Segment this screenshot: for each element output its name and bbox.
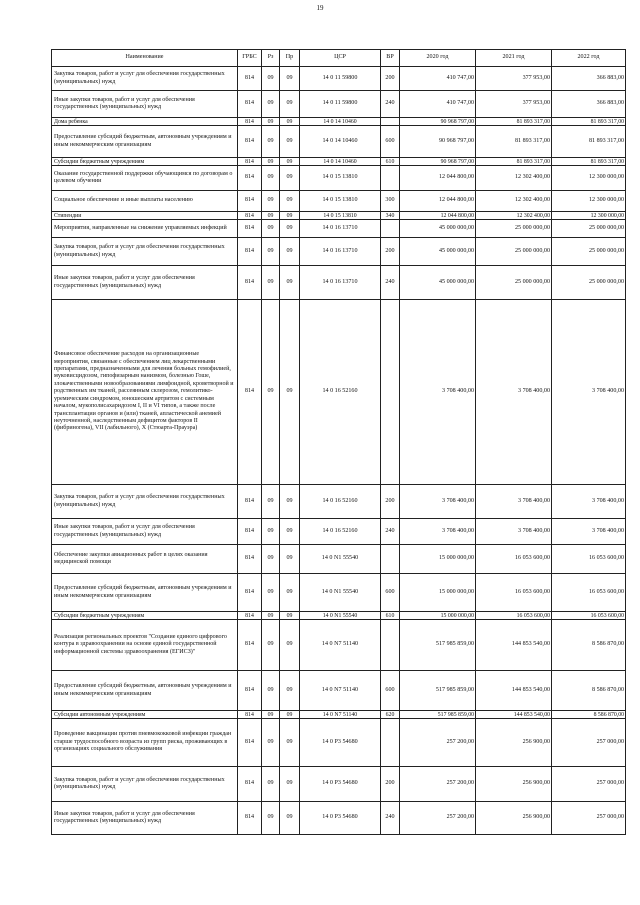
table-row bbox=[52, 91, 626, 118]
row-pr: 09 bbox=[280, 620, 300, 671]
row-rz: 09 bbox=[262, 802, 280, 835]
table-row bbox=[52, 545, 626, 574]
row-amount-2022: 8 586 870,00 bbox=[552, 671, 626, 711]
row-rz: 09 bbox=[262, 545, 280, 574]
column-header: ВР bbox=[381, 50, 400, 67]
row-amount-2021: 377 953,00 bbox=[476, 91, 552, 118]
row-grbs: 814 bbox=[238, 719, 262, 767]
row-vr bbox=[381, 166, 400, 191]
row-csr: 14 0 16 13710 bbox=[300, 266, 381, 300]
row-csr: 14 0 P3 54680 bbox=[300, 767, 381, 802]
row-pr: 09 bbox=[280, 238, 300, 266]
table-row bbox=[52, 802, 626, 835]
row-amount-2020: 12 044 800,00 bbox=[400, 212, 476, 220]
row-amount-2021: 3 708 400,00 bbox=[476, 485, 552, 519]
table-row bbox=[52, 118, 626, 126]
row-grbs: 814 bbox=[238, 67, 262, 91]
row-name: Закупка товаров, работ и услуг для обеспечения государственных (муниципальных) нужд bbox=[52, 238, 238, 266]
table-row bbox=[52, 671, 626, 711]
row-vr: 200 bbox=[381, 767, 400, 802]
row-csr: 14 0 14 10460 bbox=[300, 126, 381, 158]
row-name: Иные закупки товаров, работ и услуг для обеспечения государственных (муниципальных) нужд bbox=[52, 91, 238, 118]
row-amount-2020: 3 708 400,00 bbox=[400, 485, 476, 519]
row-grbs: 814 bbox=[238, 574, 262, 612]
row-vr: 200 bbox=[381, 485, 400, 519]
row-vr: 620 bbox=[381, 711, 400, 719]
row-csr: 14 0 N1 55540 bbox=[300, 574, 381, 612]
row-amount-2021: 144 853 540,00 bbox=[476, 620, 552, 671]
row-rz: 09 bbox=[262, 485, 280, 519]
row-vr: 240 bbox=[381, 91, 400, 118]
row-vr: 610 bbox=[381, 158, 400, 166]
table-header-row bbox=[52, 50, 626, 67]
row-grbs: 814 bbox=[238, 620, 262, 671]
row-rz: 09 bbox=[262, 519, 280, 545]
row-pr: 09 bbox=[280, 612, 300, 620]
row-grbs: 814 bbox=[238, 612, 262, 620]
row-rz: 09 bbox=[262, 91, 280, 118]
row-amount-2021: 25 000 000,00 bbox=[476, 220, 552, 238]
row-name: Закупка товаров, работ и услуг для обеспечения государственных (муниципальных) нужд bbox=[52, 767, 238, 802]
row-csr: 14 0 11 59800 bbox=[300, 91, 381, 118]
row-amount-2020: 12 044 800,00 bbox=[400, 166, 476, 191]
row-grbs: 814 bbox=[238, 266, 262, 300]
row-vr: 240 bbox=[381, 519, 400, 545]
row-amount-2020: 257 200,00 bbox=[400, 802, 476, 835]
row-name: Стипендии bbox=[52, 212, 238, 220]
row-name: Оказание государственной поддержки обучающимся по договорам о целевом обучении bbox=[52, 166, 238, 191]
row-csr: 14 0 16 52160 bbox=[300, 300, 381, 485]
row-amount-2022: 81 893 317,00 bbox=[552, 158, 626, 166]
table-row bbox=[52, 719, 626, 767]
row-rz: 09 bbox=[262, 118, 280, 126]
row-rz: 09 bbox=[262, 767, 280, 802]
row-amount-2021: 12 302 400,00 bbox=[476, 166, 552, 191]
table-row bbox=[52, 238, 626, 266]
row-pr: 09 bbox=[280, 158, 300, 166]
row-grbs: 814 bbox=[238, 300, 262, 485]
row-amount-2020: 15 000 000,00 bbox=[400, 545, 476, 574]
row-grbs: 814 bbox=[238, 238, 262, 266]
row-name: Предоставление субсидий бюджетным, автономным учреждениям и иным некоммерческим организациям bbox=[52, 574, 238, 612]
row-name: Субсидии бюджетным учреждениям bbox=[52, 612, 238, 620]
row-amount-2021: 377 953,00 bbox=[476, 67, 552, 91]
column-header: ЦСР bbox=[300, 50, 381, 67]
row-csr: 14 0 16 52160 bbox=[300, 519, 381, 545]
row-amount-2020: 15 000 000,00 bbox=[400, 574, 476, 612]
row-amount-2021: 16 053 600,00 bbox=[476, 545, 552, 574]
row-pr: 09 bbox=[280, 545, 300, 574]
row-amount-2021: 12 302 400,00 bbox=[476, 212, 552, 220]
row-grbs: 814 bbox=[238, 91, 262, 118]
row-grbs: 814 bbox=[238, 802, 262, 835]
row-amount-2022: 3 708 400,00 bbox=[552, 485, 626, 519]
row-pr: 09 bbox=[280, 67, 300, 91]
row-amount-2022: 12 300 000,00 bbox=[552, 166, 626, 191]
row-vr: 240 bbox=[381, 802, 400, 835]
table-row bbox=[52, 158, 626, 166]
row-csr: 14 0 P3 54680 bbox=[300, 802, 381, 835]
row-amount-2021: 3 708 400,00 bbox=[476, 519, 552, 545]
row-grbs: 814 bbox=[238, 158, 262, 166]
table-body bbox=[52, 67, 626, 835]
row-amount-2021: 256 900,00 bbox=[476, 767, 552, 802]
row-rz: 09 bbox=[262, 166, 280, 191]
row-vr bbox=[381, 545, 400, 574]
row-amount-2021: 81 893 317,00 bbox=[476, 118, 552, 126]
row-csr: 14 0 15 13810 bbox=[300, 191, 381, 212]
row-name: Мероприятия, направленные на снижение управляемых инфекций bbox=[52, 220, 238, 238]
row-amount-2022: 12 300 000,00 bbox=[552, 212, 626, 220]
column-header: Рз bbox=[262, 50, 280, 67]
row-csr: 14 0 N7 51140 bbox=[300, 671, 381, 711]
row-name: Закупка товаров, работ и услуг для обеспечения государственных (муниципальных) нужд bbox=[52, 485, 238, 519]
row-rz: 09 bbox=[262, 158, 280, 166]
row-rz: 09 bbox=[262, 238, 280, 266]
row-vr bbox=[381, 118, 400, 126]
table-row bbox=[52, 126, 626, 158]
table-row bbox=[52, 485, 626, 519]
column-header: 2022 год bbox=[552, 50, 626, 67]
row-amount-2020: 90 968 797,00 bbox=[400, 118, 476, 126]
row-vr: 600 bbox=[381, 671, 400, 711]
row-name: Реализация региональных проектов "Создание единого цифрового контура в здравоохранении на основе единой государственной информационной системы здравоохранения (ЕГИСЗ)" bbox=[52, 620, 238, 671]
row-csr: 14 0 N1 55540 bbox=[300, 545, 381, 574]
row-vr: 610 bbox=[381, 612, 400, 620]
row-amount-2022: 8 586 870,00 bbox=[552, 620, 626, 671]
row-amount-2021: 3 708 400,00 bbox=[476, 300, 552, 485]
table-row bbox=[52, 300, 626, 485]
row-grbs: 814 bbox=[238, 126, 262, 158]
row-grbs: 814 bbox=[238, 711, 262, 719]
row-pr: 09 bbox=[280, 300, 300, 485]
column-header: Пр bbox=[280, 50, 300, 67]
row-name: Закупка товаров, работ и услуг для обеспечения государственных (муниципальных) нужд bbox=[52, 67, 238, 91]
row-rz: 09 bbox=[262, 191, 280, 212]
row-amount-2020: 45 000 000,00 bbox=[400, 266, 476, 300]
row-name: Социальное обеспечение и иные выплаты населению bbox=[52, 191, 238, 212]
row-amount-2022: 12 300 000,00 bbox=[552, 191, 626, 212]
row-vr: 240 bbox=[381, 266, 400, 300]
page-number: 19 bbox=[316, 4, 324, 12]
row-amount-2021: 144 853 540,00 bbox=[476, 671, 552, 711]
row-pr: 09 bbox=[280, 191, 300, 212]
row-amount-2020: 45 000 000,00 bbox=[400, 220, 476, 238]
row-pr: 09 bbox=[280, 519, 300, 545]
row-amount-2021: 81 893 317,00 bbox=[476, 158, 552, 166]
table-row bbox=[52, 220, 626, 238]
row-pr: 09 bbox=[280, 91, 300, 118]
table-row bbox=[52, 711, 626, 719]
row-vr bbox=[381, 300, 400, 485]
row-rz: 09 bbox=[262, 671, 280, 711]
row-name: Дома ребенка bbox=[52, 118, 238, 126]
row-amount-2022: 25 000 000,00 bbox=[552, 220, 626, 238]
row-amount-2022: 8 586 870,00 bbox=[552, 711, 626, 719]
table-row bbox=[52, 166, 626, 191]
budget-table bbox=[51, 49, 626, 835]
row-csr: 14 0 16 52160 bbox=[300, 485, 381, 519]
row-amount-2021: 16 053 600,00 bbox=[476, 612, 552, 620]
row-pr: 09 bbox=[280, 574, 300, 612]
row-amount-2020: 3 708 400,00 bbox=[400, 519, 476, 545]
row-rz: 09 bbox=[262, 620, 280, 671]
row-name: Предоставление субсидий бюджетным, автономным учреждениям и иным некоммерческим организациям bbox=[52, 671, 238, 711]
row-amount-2022: 257 000,00 bbox=[552, 767, 626, 802]
row-amount-2022: 81 893 317,00 bbox=[552, 118, 626, 126]
row-vr bbox=[381, 220, 400, 238]
table-row bbox=[52, 191, 626, 212]
row-rz: 09 bbox=[262, 612, 280, 620]
column-header: ГРБС bbox=[238, 50, 262, 67]
row-pr: 09 bbox=[280, 118, 300, 126]
row-pr: 09 bbox=[280, 802, 300, 835]
row-grbs: 814 bbox=[238, 485, 262, 519]
row-pr: 09 bbox=[280, 166, 300, 191]
row-pr: 09 bbox=[280, 266, 300, 300]
row-amount-2022: 257 000,00 bbox=[552, 802, 626, 835]
row-rz: 09 bbox=[262, 126, 280, 158]
row-grbs: 814 bbox=[238, 767, 262, 802]
row-amount-2022: 25 000 000,00 bbox=[552, 238, 626, 266]
row-vr bbox=[381, 620, 400, 671]
row-csr: 14 0 N7 51140 bbox=[300, 620, 381, 671]
row-pr: 09 bbox=[280, 220, 300, 238]
row-amount-2021: 81 893 317,00 bbox=[476, 126, 552, 158]
row-amount-2022: 16 053 600,00 bbox=[552, 545, 626, 574]
row-rz: 09 bbox=[262, 711, 280, 719]
row-csr: 14 0 N7 51140 bbox=[300, 711, 381, 719]
row-amount-2020: 15 000 000,00 bbox=[400, 612, 476, 620]
row-amount-2022: 25 000 000,00 bbox=[552, 266, 626, 300]
table-row bbox=[52, 767, 626, 802]
row-rz: 09 bbox=[262, 574, 280, 612]
row-pr: 09 bbox=[280, 212, 300, 220]
row-amount-2020: 517 985 859,00 bbox=[400, 711, 476, 719]
row-amount-2020: 3 708 400,00 bbox=[400, 300, 476, 485]
row-pr: 09 bbox=[280, 485, 300, 519]
row-amount-2021: 12 302 400,00 bbox=[476, 191, 552, 212]
row-pr: 09 bbox=[280, 711, 300, 719]
row-amount-2021: 256 900,00 bbox=[476, 719, 552, 767]
row-csr: 14 0 14 10460 bbox=[300, 158, 381, 166]
row-amount-2021: 25 000 000,00 bbox=[476, 238, 552, 266]
row-amount-2021: 16 053 600,00 bbox=[476, 574, 552, 612]
row-grbs: 814 bbox=[238, 671, 262, 711]
row-name: Иные закупки товаров, работ и услуг для обеспечения государственных (муниципальных) нужд bbox=[52, 266, 238, 300]
row-amount-2022: 366 883,00 bbox=[552, 67, 626, 91]
table-row bbox=[52, 519, 626, 545]
row-amount-2020: 257 200,00 bbox=[400, 719, 476, 767]
row-csr: 14 0 P3 54680 bbox=[300, 719, 381, 767]
row-name: Иные закупки товаров, работ и услуг для обеспечения государственных (муниципальных) нужд bbox=[52, 802, 238, 835]
table-row bbox=[52, 212, 626, 220]
row-amount-2020: 90 968 797,00 bbox=[400, 126, 476, 158]
row-csr: 14 0 16 13710 bbox=[300, 238, 381, 266]
row-grbs: 814 bbox=[238, 118, 262, 126]
table-row bbox=[52, 612, 626, 620]
row-csr: 14 0 14 10460 bbox=[300, 118, 381, 126]
table-row bbox=[52, 266, 626, 300]
row-rz: 09 bbox=[262, 67, 280, 91]
row-rz: 09 bbox=[262, 212, 280, 220]
row-pr: 09 bbox=[280, 719, 300, 767]
row-csr: 14 0 16 13710 bbox=[300, 220, 381, 238]
row-name: Субсидии бюджетным учреждениям bbox=[52, 158, 238, 166]
row-vr: 340 bbox=[381, 212, 400, 220]
row-amount-2022: 81 893 317,00 bbox=[552, 126, 626, 158]
row-pr: 09 bbox=[280, 671, 300, 711]
column-header: Наименование bbox=[52, 50, 238, 67]
row-amount-2022: 16 053 600,00 bbox=[552, 612, 626, 620]
row-vr: 600 bbox=[381, 126, 400, 158]
row-grbs: 814 bbox=[238, 220, 262, 238]
row-amount-2021: 25 000 000,00 bbox=[476, 266, 552, 300]
row-name: Субсидии автономным учреждениям bbox=[52, 711, 238, 719]
row-name: Проведение вакцинации против пневмококковой инфекции граждан старше трудоспособного возраста из групп риска, проживающих в организациях социального обслуживания bbox=[52, 719, 238, 767]
row-name: Финансовое обеспечение расходов на организационные мероприятия, связанные с обеспечением лиц лекарственными препаратами, предназначенными для лечения больных гемофилией, муковисцидозом, гипофизарным нанизмом, болезнью Гоше, злокачественными новообразованиями лимфоидной, кроветворной и родственных им тканей, рассеянным склерозом, гемолитико-уремическим синдромом, юношеским артритом с системным началом, мукополисахаридозом I, II и VI типов, а также после трансплантации органов и (или) тканей, апластической анемией неуточненной, наследственным дефицитом факторов II (фибриногена), VII (лабильного), X (Стюарта-Прауэра) bbox=[52, 300, 238, 485]
row-grbs: 814 bbox=[238, 191, 262, 212]
row-csr: 14 0 11 59800 bbox=[300, 67, 381, 91]
row-amount-2020: 410 747,00 bbox=[400, 67, 476, 91]
row-amount-2020: 410 747,00 bbox=[400, 91, 476, 118]
row-amount-2020: 517 985 859,00 bbox=[400, 671, 476, 711]
row-name: Обеспечение закупки авиационных работ в целях оказания медицинской помощи bbox=[52, 545, 238, 574]
row-grbs: 814 bbox=[238, 166, 262, 191]
row-amount-2020: 45 000 000,00 bbox=[400, 238, 476, 266]
row-amount-2022: 366 883,00 bbox=[552, 91, 626, 118]
row-amount-2022: 257 000,00 bbox=[552, 719, 626, 767]
row-grbs: 814 bbox=[238, 519, 262, 545]
row-vr: 200 bbox=[381, 238, 400, 266]
row-vr: 300 bbox=[381, 191, 400, 212]
row-amount-2021: 256 900,00 bbox=[476, 802, 552, 835]
table-row bbox=[52, 620, 626, 671]
row-amount-2021: 144 853 540,00 bbox=[476, 711, 552, 719]
row-amount-2022: 3 708 400,00 bbox=[552, 519, 626, 545]
row-csr: 14 0 15 13810 bbox=[300, 166, 381, 191]
row-rz: 09 bbox=[262, 719, 280, 767]
row-grbs: 814 bbox=[238, 545, 262, 574]
row-amount-2020: 257 200,00 bbox=[400, 767, 476, 802]
row-amount-2022: 16 053 600,00 bbox=[552, 574, 626, 612]
row-name: Иные закупки товаров, работ и услуг для обеспечения государственных (муниципальных) нужд bbox=[52, 519, 238, 545]
row-amount-2022: 3 708 400,00 bbox=[552, 300, 626, 485]
row-vr bbox=[381, 719, 400, 767]
row-vr: 600 bbox=[381, 574, 400, 612]
row-name: Предоставление субсидий бюджетным, автономным учреждениям и иным некоммерческим организациям bbox=[52, 126, 238, 158]
row-rz: 09 bbox=[262, 300, 280, 485]
column-header: 2021 год bbox=[476, 50, 552, 67]
row-pr: 09 bbox=[280, 126, 300, 158]
row-amount-2020: 90 968 797,00 bbox=[400, 158, 476, 166]
row-csr: 14 0 N1 55540 bbox=[300, 612, 381, 620]
row-rz: 09 bbox=[262, 266, 280, 300]
row-amount-2020: 517 985 859,00 bbox=[400, 620, 476, 671]
row-vr: 200 bbox=[381, 67, 400, 91]
table-row bbox=[52, 574, 626, 612]
row-csr: 14 0 15 13810 bbox=[300, 212, 381, 220]
row-grbs: 814 bbox=[238, 212, 262, 220]
row-pr: 09 bbox=[280, 767, 300, 802]
row-rz: 09 bbox=[262, 220, 280, 238]
table-row bbox=[52, 67, 626, 91]
row-amount-2020: 12 044 800,00 bbox=[400, 191, 476, 212]
column-header: 2020 год bbox=[400, 50, 476, 67]
